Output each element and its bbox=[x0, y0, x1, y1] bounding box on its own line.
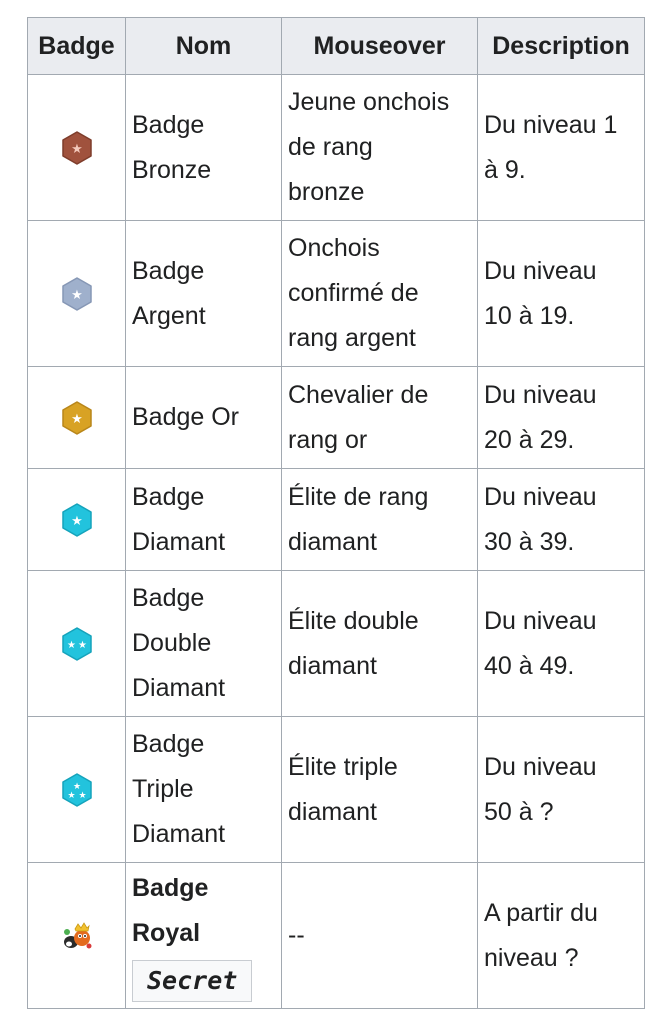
svg-text:★: ★ bbox=[70, 514, 83, 530]
nom-cell bbox=[126, 717, 282, 863]
badge-cell bbox=[28, 75, 126, 221]
description-line: Du niveau bbox=[484, 482, 597, 511]
mouseover-cell bbox=[282, 571, 478, 717]
royal-badge-icon bbox=[59, 918, 95, 954]
svg-text:★: ★ bbox=[70, 142, 83, 158]
diamond-badge-icon bbox=[59, 502, 95, 538]
table-row bbox=[28, 469, 645, 571]
nom-line: Badge bbox=[132, 110, 205, 139]
gold-badge-icon bbox=[59, 400, 95, 436]
description-line: 20 à 29. bbox=[484, 425, 575, 454]
nom-line: Bronze bbox=[132, 155, 212, 184]
mouseover-line: confirmé de bbox=[288, 279, 419, 307]
description-line: Du niveau 1 bbox=[484, 110, 618, 139]
badge-cell bbox=[28, 221, 126, 367]
description-cell bbox=[478, 717, 645, 863]
nom-line: Badge bbox=[132, 256, 205, 285]
mouseover-line: Élite triple bbox=[288, 752, 398, 781]
nom-line: Triple bbox=[132, 775, 194, 803]
description-line: niveau ? bbox=[484, 943, 579, 972]
description-line: A partir du bbox=[484, 898, 598, 927]
svg-text:★: ★ bbox=[70, 288, 83, 304]
mouseover-line: Jeune onchois bbox=[288, 88, 450, 116]
nom-line: Badge bbox=[132, 482, 205, 511]
mouseover-cell bbox=[282, 469, 478, 571]
mouseover-line: Onchois bbox=[288, 234, 380, 262]
nom-line: Royal bbox=[132, 918, 201, 947]
mouseover-line: de rang bbox=[288, 133, 373, 161]
nom-line: Badge Or bbox=[132, 403, 240, 431]
mouseover-cell bbox=[282, 221, 478, 367]
bronze-badge-icon bbox=[59, 130, 95, 166]
nom-line: Badge bbox=[132, 584, 205, 612]
mouseover-line: -- bbox=[288, 921, 305, 949]
secret-button[interactable]: Secret bbox=[132, 960, 252, 1002]
mouseover-line: diamant bbox=[288, 797, 377, 826]
svg-text:★: ★ bbox=[77, 640, 87, 652]
badge-cell bbox=[28, 717, 126, 863]
svg-text:★: ★ bbox=[70, 412, 83, 428]
mouseover-line: Élite double bbox=[288, 606, 419, 635]
mouseover-cell bbox=[282, 367, 478, 469]
mouseover-line: bronze bbox=[288, 178, 365, 206]
nom-cell bbox=[126, 75, 282, 221]
description-line: à 9. bbox=[484, 155, 526, 184]
description-cell bbox=[478, 863, 645, 1009]
header-row bbox=[28, 18, 645, 75]
double-diamond-badge-icon bbox=[59, 626, 95, 662]
description-line: Du niveau bbox=[484, 256, 597, 285]
mouseover-line: diamant bbox=[288, 527, 377, 556]
nom-cell bbox=[126, 221, 282, 367]
nom-line: Diamant bbox=[132, 820, 226, 848]
description-cell bbox=[478, 75, 645, 221]
silver-badge-icon bbox=[59, 276, 95, 312]
table-row bbox=[28, 571, 645, 717]
mouseover-cell bbox=[282, 717, 478, 863]
nom-line: Argent bbox=[132, 301, 206, 330]
nom-line: Double bbox=[132, 629, 212, 657]
description-cell bbox=[478, 571, 645, 717]
table-row bbox=[28, 717, 645, 863]
badge-cell bbox=[28, 571, 126, 717]
header-badge: Badge bbox=[28, 18, 126, 75]
svg-text:★: ★ bbox=[66, 791, 76, 802]
nom-cell bbox=[126, 469, 282, 571]
svg-text:★: ★ bbox=[66, 640, 76, 652]
nom-line: Badge bbox=[132, 873, 209, 902]
nom-line: Badge bbox=[132, 730, 205, 758]
nom-line: Diamant bbox=[132, 527, 226, 556]
mouseover-line: Chevalier de bbox=[288, 380, 429, 409]
triple-diamond-badge-icon bbox=[59, 772, 95, 808]
nom-cell bbox=[126, 367, 282, 469]
badge-cell bbox=[28, 863, 126, 1009]
badge-table bbox=[27, 17, 645, 1009]
table-row bbox=[28, 863, 645, 1009]
header-mouseover: Mouseover bbox=[282, 18, 478, 75]
mouseover-line: rang or bbox=[288, 425, 368, 454]
mouseover-line: diamant bbox=[288, 651, 377, 680]
description-line: Du niveau bbox=[484, 752, 597, 781]
nom-line: Diamant bbox=[132, 674, 226, 702]
description-line: 40 à 49. bbox=[484, 651, 575, 680]
nom-cell bbox=[126, 571, 282, 717]
badge-cell bbox=[28, 469, 126, 571]
badge-cell bbox=[28, 367, 126, 469]
description-line: 10 à 19. bbox=[484, 301, 575, 330]
mouseover-line: rang argent bbox=[288, 324, 416, 352]
svg-text:★: ★ bbox=[77, 791, 87, 802]
mouseover-cell bbox=[282, 863, 478, 1009]
svg-text:★: ★ bbox=[72, 782, 81, 793]
mouseover-cell bbox=[282, 75, 478, 221]
table-row bbox=[28, 367, 645, 469]
header-nom: Nom bbox=[126, 18, 282, 75]
nom-cell bbox=[126, 863, 282, 1009]
description-line: Du niveau bbox=[484, 380, 597, 409]
description-line: 30 à 39. bbox=[484, 527, 575, 556]
table-row bbox=[28, 75, 645, 221]
mouseover-line: Élite de rang bbox=[288, 482, 429, 511]
description-line: 50 à ? bbox=[484, 797, 554, 826]
header-description: Description bbox=[478, 18, 645, 75]
description-cell bbox=[478, 469, 645, 571]
description-cell bbox=[478, 221, 645, 367]
description-line: Du niveau bbox=[484, 606, 597, 635]
description-cell bbox=[478, 367, 645, 469]
table-row bbox=[28, 221, 645, 367]
